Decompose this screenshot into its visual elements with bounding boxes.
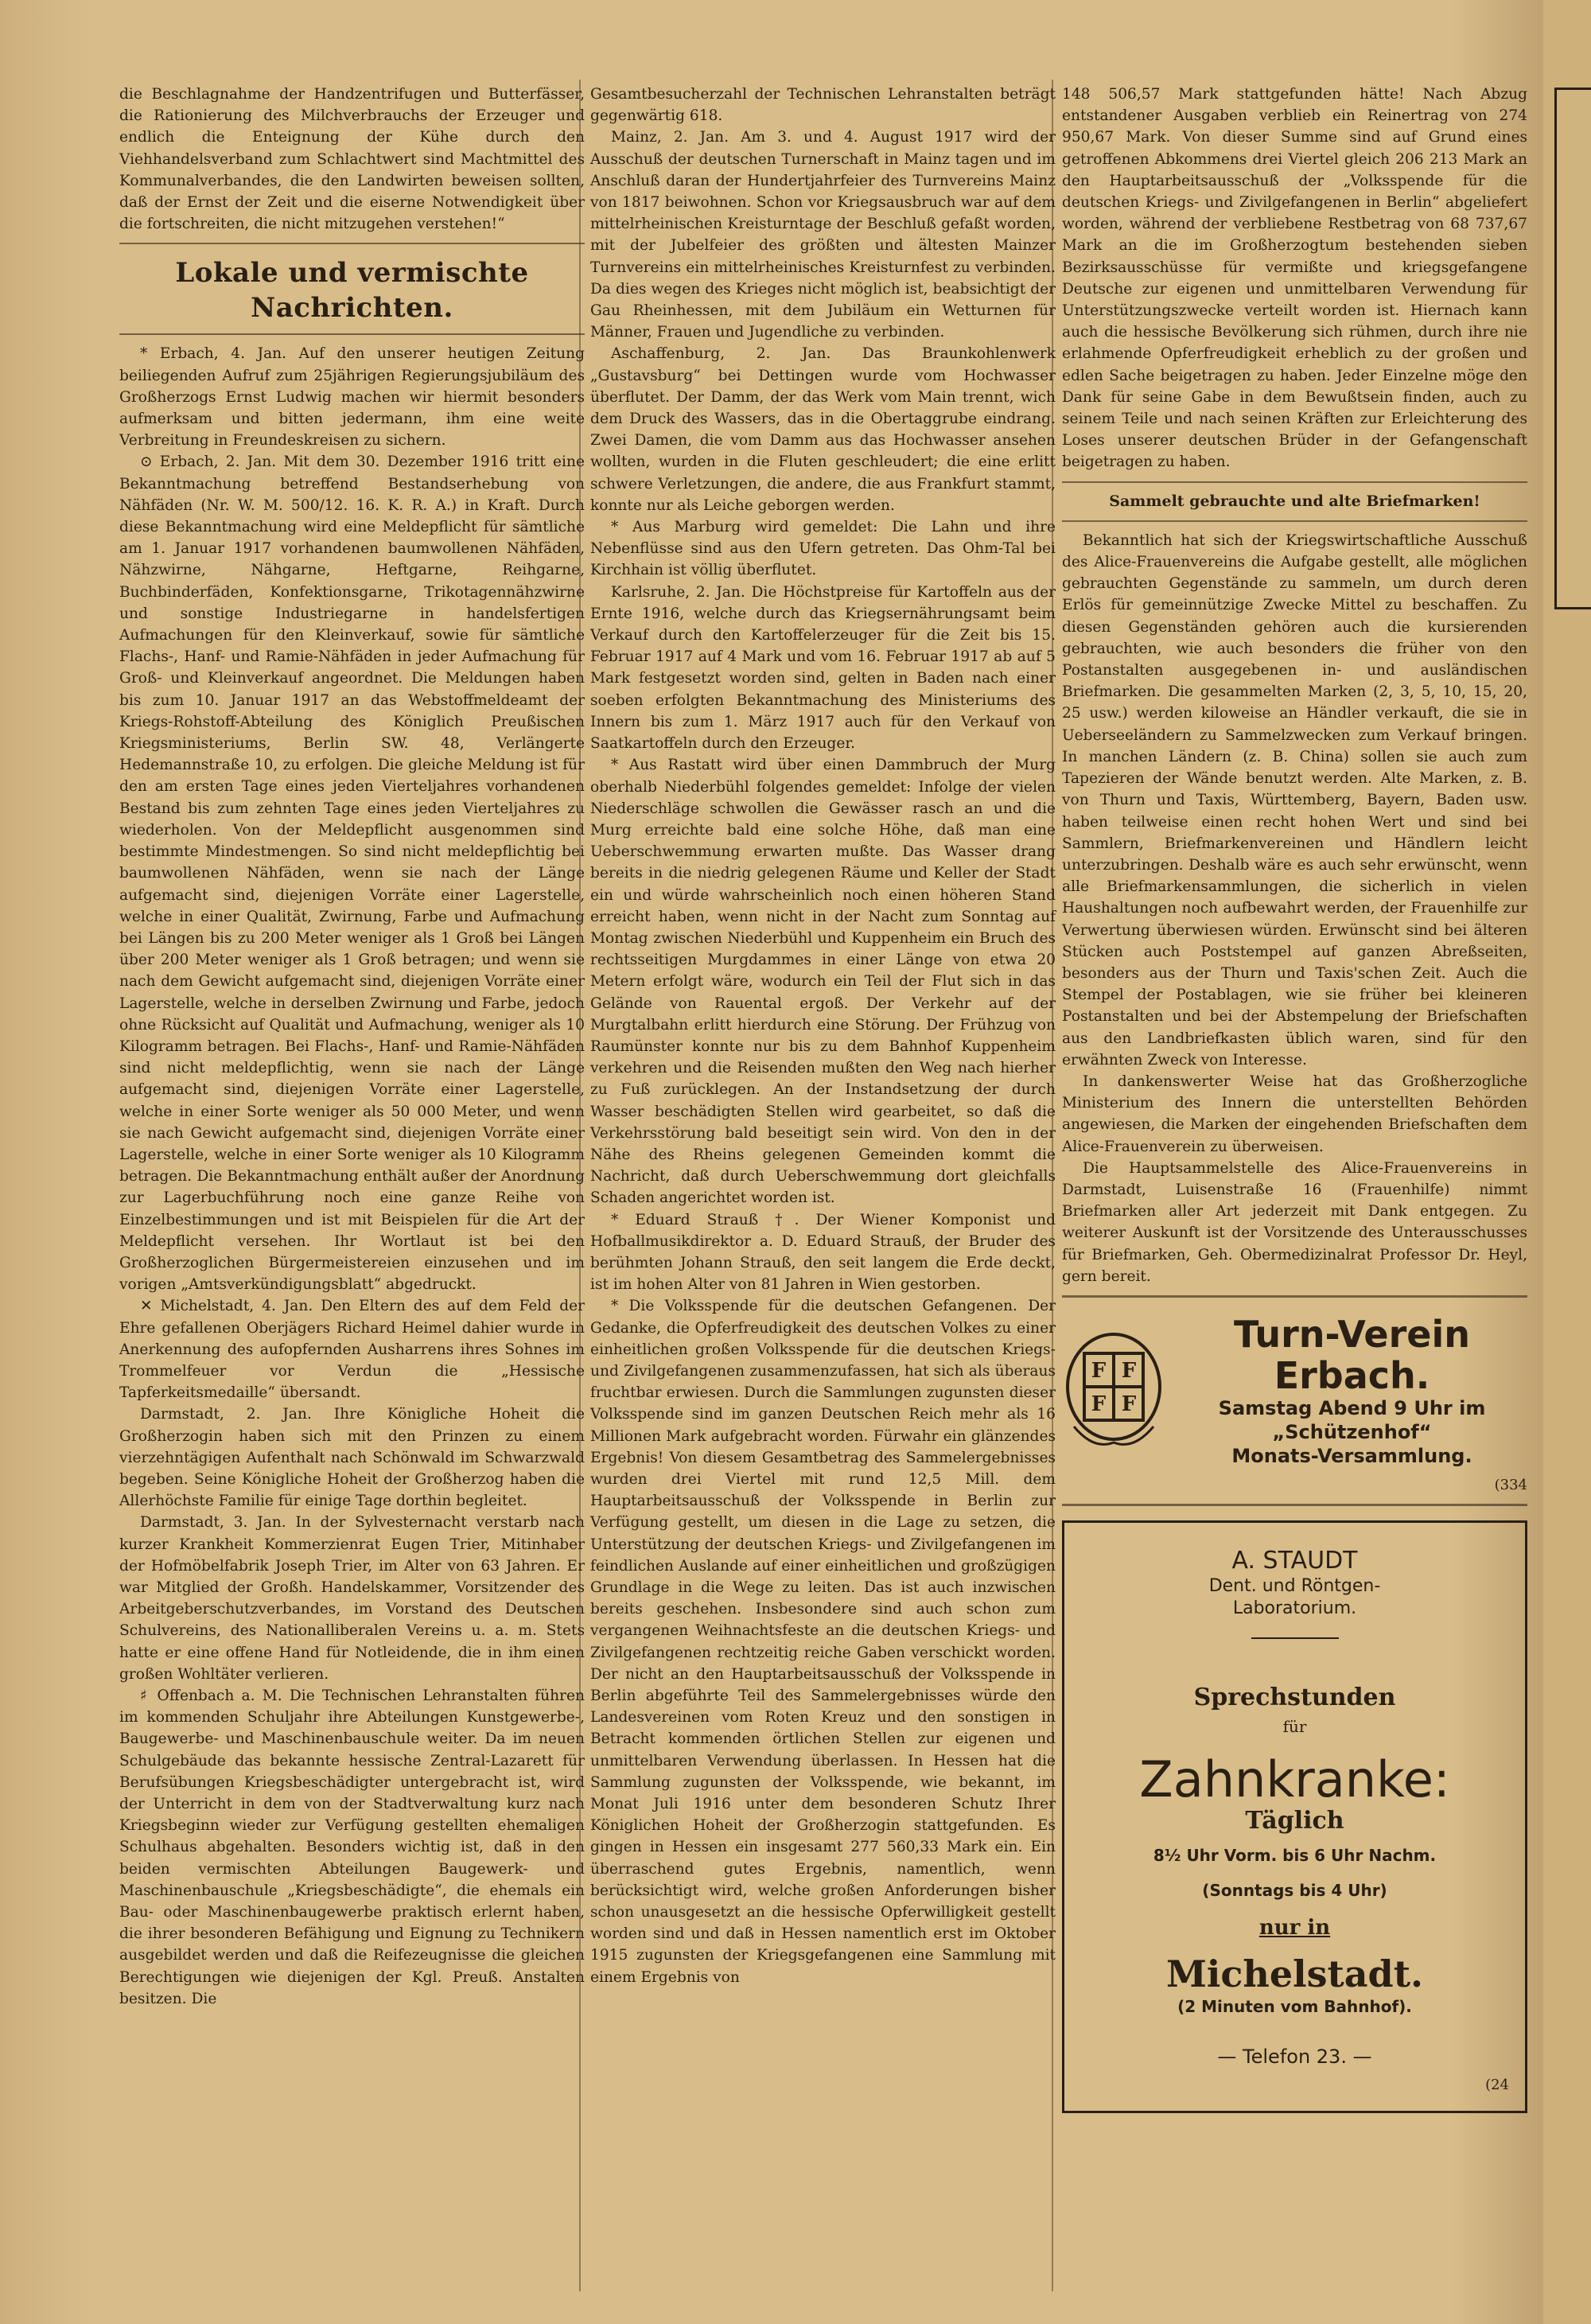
section-title: Lokale und vermischte Nachrichten. xyxy=(175,257,529,325)
ad-number: (334 xyxy=(1494,1476,1527,1493)
hours-sunday-text: (Sonntags bis 4 Uhr) xyxy=(1202,1880,1387,1900)
fuer-text: für xyxy=(1282,1717,1307,1737)
turnverein-ad xyxy=(1062,1314,1527,1468)
article-paragraph: Gesamtbesucherzahl der Technischen Lehranstalten beträgt gegenwärtig 618. xyxy=(590,86,1056,125)
turnverein-text xyxy=(1177,1314,1527,1468)
article-paragraph: Darmstadt, 2. Jan. Ihre Königliche Hoheit die Großherzogin haben sich mit den Prinzen zu einem vierzehntägigen Aufenthalt nach Schönwald im Schwarzwald begeben. Seine Königliche Hoheit der Großherzog haben die Allerhöchste Familie für einige Tage dorthin begleitet. xyxy=(119,1406,585,1510)
turnverein-title: Turn-Verein Erbach. xyxy=(1234,1312,1470,1397)
section-rule xyxy=(1062,481,1527,483)
staudt-ad xyxy=(1062,1520,1527,2112)
article-paragraph: ✕ Michelstadt, 4. Jan. Den Eltern des auf dem Feld der Ehre gefallenen Oberjägers Richard Heimel dahier wurde in Anerkennung des aufopfernden Ausharrens ihres Sohnes im Trommelfeuer vor Verdun die „Hessische Tapferkeitsmedaille“ übersandt. xyxy=(119,1298,585,1402)
section-rule xyxy=(119,333,585,335)
staudt-subtitle: Dent. und Röntgen- xyxy=(1208,1576,1381,1597)
emblem-letter: F xyxy=(1091,1358,1107,1383)
article-paragraph: Aschaffenburg, 2. Jan. Das Braunkohlenwerk „Gustavsburg“ bei Dettingen wurde vom Hochwasser überflutet. Der Damm, der das Werk vom Main trennt, wich dem Druck des Wassers, das in die Obertaggrube eindrang. Zwei Damen, die vom Damm aus das Hochwasser ansehen wollten, wurden in die Fluten geschleudert; die eine erlitt schwere Verletzungen, die andere, die aus Frankfurt stammt, konnte nur als Leiche geborgen werden. xyxy=(590,345,1056,514)
town-name: Michelstadt. xyxy=(1166,1952,1423,1995)
column-1 xyxy=(119,84,585,2010)
sprech-heading: Sprechstunden xyxy=(1193,1684,1396,1712)
article-paragraph: Bekanntlich hat sich der Kriegswirtschaftliche Ausschuß des Alice-Frauenvereins die Aufgabe gestellt, alle möglichen gebrauchten Gegenstände zu sammeln, um durch deren Erlös für gemeinnützige Zwecke Mittel zu beschaffen. Zu diesen Gegenständen gehören auch die kursierenden gebrauchten, wie auch besonders die früher von den Postanstalten ausgegebenen in- und ausländischen Briefmarken. Die gesammelten Marken (2, 3, 5, 10, 15, 20, 25 usw.) werden kiloweise an Händler verkauft, die sie in Ueberseeländern zu Sammelzwecken zum Verkauf bringen. In manchen Ländern (z. B. China) sollen sie auch zum Tapezieren der Wände benutzt werden. Alte Marken, z. B. von Thurn und Taxis, Württemberg, Bayern, Baden usw. haben teilweise einen recht hohen Wert und sind bei Sammlern, Briefmarkenvereinen und Händlern leicht unterzubringen. Deshalb wäre es auch sehr erwünscht, wenn alle Briefmarkensammlungen, die sicherlich in vielen Haushaltungen noch aufbewahrt werden, der Frauenhilfe zur Verwertung überwiesen würden. Erwünscht sind bei älteren Stücken auch Poststempel auf ganzen Abreßseiten, besonders aus der Thurn und Taxis'schen Zeit. Auch die Stempel der Postablagen, wie sie früher bei kleineren Postanstalten und bei der Abstempelung der Briefschaften aus den Landbriefkasten üblich waren, sind für den erwähnten Zweck von Interesse. xyxy=(1062,531,1527,1069)
turnverein-time: Samstag Abend 9 Uhr im xyxy=(1218,1396,1486,1419)
emblem-letter: F xyxy=(1121,1392,1137,1416)
turnverein-emblem-icon xyxy=(1062,1331,1165,1450)
emblem-letter: F xyxy=(1091,1392,1107,1416)
article-paragraph: * Aus Rastatt wird über einen Dammbruch der Murg oberhalb Niederbühl folgendes gemeldet: Infolge der vielen Niederschläge schwollen die Gewässer rasch an und die Murg erreichte bald eine solche Höhe, daß man eine Ueberschwemmung erwarten mußte. Das Wasser drang bereits in die niedrig gelegenen Räume und Keller der Stadt ein und würde wahrscheinlich noch einen höheren Stand erreicht haben, wenn nicht in der Nacht zum Sonntag auf Montag zwischen Niederbühl und Kuppenheim ein Bruch des rechtsseitigen Murgdammes in einer Länge von etwa 20 Metern erfolgt wäre, wodurch ein Teil der Flut sich in das Gelände von Rauental ergoß. Der Verkehr auf der Murgtalbahn erlitt hierdurch eine Störung. Der Frühzug von Raumünster konnte nur bis zu dem Bahnhof Kuppenheim verkehren und die Reisenden mußten den Weg nach hierher zu Fuß zurücklegen. An der Instandsetzung der durch Wasser beschädigten Stellen wird gearbeitet, so daß die Verkehrsstörung bald beseitigt sein wird. Von den in der Nähe des Rheins gelegenen Gemeinden kommt die Nachricht, daß durch Ueberschwemmung dort gleichfalls Schaden angerichtet worden ist. xyxy=(590,757,1056,1207)
staudt-subtitle: Laboratorium. xyxy=(1232,1598,1357,1619)
article-paragraph: Karlsruhe, 2. Jan. Die Höchstpreise für Kartoffeln aus der Ernte 1916, welche durch das Kriegsernährungsamt beim Verkauf durch den Kartoffelerzeuger für die Zeit bis 15. Februar 1917 auf 4 Mark und vom 16. Februar 1917 ab auf 5 Mark festgesetzt worden sind, gelten in Baden nach einer soeben erfolgten Bekanntmachung des Ministeriums des Innern bis zum 1. März 1917 auch für den Verkauf von Saatkartoffeln durch den Erzeuger. xyxy=(590,583,1056,753)
article-subhead: Sammelt gebrauchte und alte Briefmarken! xyxy=(1109,492,1480,510)
article-paragraph: 148 506,57 Mark stattgefunden hätte! Nach Abzug entstandener Ausgaben verblieb ein Reinertrag von 274 950,67 Mark. Von dieser Summe sind auf Grund eines getroffenen Abkommens drei Viertel gleich 206 213 Mark an den Hauptarbeitsausschuß der „Volksspende für die deutschen Kriegs- und Zivilgefangenen in Berlin“ abgeliefert worden, während der verbliebene Restbetrag von 68 737,67 Mark an die im Großherzogtum bestehenden sieben Bezirksausschüsse für vermißte und kriegsgefangene Deutsche zur eigenen und unmittelbaren Verwendung für Unterstützungszwecke verteilt worden ist. Hiernach kann auch die hessische Bevölkerung sich rühmen, durch ihre nie erlahmende Opferfreudigkeit erheblich zu der großen und edlen Sache beigetragen zu haben. Jeder Einzelne möge den Dank für seine Gabe in dem Bewußtsein finden, auch zu seinem Teile und nach seinen Kräften zur Erleichterung des Loses unserer deutschen Brüder in der Gefangenschaft beigetragen zu haben. xyxy=(1062,86,1527,471)
article-paragraph: * Erbach, 4. Jan. Auf den unserer heutigen Zeitung beiliegenden Aufruf zum 25jährigen Regierungsjubiläum des Großherzogs Ernst Ludwig machen wir hiermit besonders aufmerksam und bitten jedermann, ihm eine weite Verbreitung in Freundeskreisen zu sichern. xyxy=(119,345,585,450)
article-paragraph: Die Hauptsammelstelle des Alice-Frauenvereins in Darmstadt, Luisenstraße 16 (Frauenhilfe) nimmt Briefmarken aller Art jederzeit mit Dank entgegen. Zu weiterer Auskunft ist der Vorsitzende des Unterausschusses für Briefmarken, Geh. Obermedizinalrat Professor Dr. Heyl, gern bereit. xyxy=(1062,1159,1527,1285)
article-paragraph: ♯ Offenbach a. M. Die Technischen Lehranstalten führen im kommenden Schuljahr ihre Abteilungen Kunstgewerbe-, Baugewerbe- und Maschinenbauschule weiter. Da im neuen Schulgebäude das bekannte hessische Zentral-Lazarett für Berufsübungen Kriegsbeschädigter untergebracht ist, wird der Unterricht in dem von der Stadtverwaltung kurz nach Kriegsbeginn wieder zur Verfügung gestellten ehemaligen Schulhaus abgehalten. Besonders wichtig ist, daß in den beiden vermischten Abteilungen Baugewerk- und Maschinenbauschule „Kriegsbeschädigte“, die ehemals ein Bau- oder Maschinenbaugewerbe praktisch erlernt haben, die ihrer besonderen Befähigung und Eignung zu Technikern ausgebildet werden und daß die Reifezeugnisse die gleichen Berechtigungen wie diejenigen der Kgl. Preuß. Anstalten besitzen. Die xyxy=(119,1688,585,2007)
adjacent-page-box xyxy=(1554,88,1591,609)
ad-rule xyxy=(1062,1295,1527,1298)
section-rule xyxy=(1062,520,1527,522)
article-paragraph: die Beschlagnahme der Handzentrifugen und Butterfässer, die Rationierung des Milchverbrauchs der Erzeuger und endlich die Enteignung der Kühe durch den Viehhandelsverband zum Schlachtwert sind Machtmittel des Kommunalverbandes, die den Landwirten beweisen sollten, daß der Ernst der Zeit und die eiserne Notwendigkeit über die fortschreiten, die nicht mitzugehen verstehen!“ xyxy=(119,86,585,233)
article-paragraph: In dankenswerter Weise hat das Großherzogliche Ministerium des Innern die unterstellten Behörden angewiesen, die Marken der eingehenden Briefschaften dem Alice-Frauenverein zu überweisen. xyxy=(1062,1072,1527,1155)
staudt-divider xyxy=(1251,1637,1339,1639)
column-2 xyxy=(590,84,1056,1988)
hours-text: 8½ Uhr Vorm. bis 6 Uhr Nachm. xyxy=(1153,1845,1437,1865)
column-3 xyxy=(1062,84,1527,2113)
zahnkranke-heading: Zahnkranke: xyxy=(1139,1750,1450,1808)
ad-rule xyxy=(1062,1504,1527,1506)
turnverein-venue: „Schützenhof“ xyxy=(1272,1420,1432,1443)
section-rule xyxy=(119,243,585,244)
staudt-name: A. STAUDT xyxy=(1231,1547,1358,1575)
telefon-text: — Telefon 23. — xyxy=(1217,2046,1372,2069)
article-paragraph: ⊙ Erbach, 2. Jan. Mit dem 30. Dezember 1916 tritt eine Bekanntmachung betreffend Bestandserhebung von Nähfäden (Nr. W. M. 500/12. 16. K. R. A.) in Kraft. Durch diese Bekanntmachung wird eine Meldepflicht für sämtliche am 1. Januar 1917 vorhandenen baumwollenen Nähfäden, Nähzwirne, Nähgarne, Heftgarne, Reihgarne, Buchbinderfäden, Konfektionsgarne, Trikotagennähzwirne und sonstige Industriegarne in handelsfertigen Aufmachungen für den Kleinverkauf, sowie für sämtliche Flachs-, Hanf- und Ramie-Nähfäden in jeder Aufmachung für Groß- und Kleinverkauf angeordnet. Die Meldungen haben bis zum 10. Januar 1917 an das Webstoffmeldeamt der Kriegs-Rohstoff-Abteilung des Königlich Preußischen Kriegsministeriums, Berlin SW. 48, Verlängerte Hedemannstraße 10, zu erfolgen. Die gleiche Meldung ist für den am ersten Tage eines jeden Vierteljahres vorhandenen Bestand bis zum zehnten Tage eines jeden Vierteljahres zu wiederholen. Von der Meldepflicht ausgenommen sind bestimmte Mindestmengen. So sind nicht meldepflichtig bei baumwollenen Nähfäden, wenn sie nach der Länge aufgemacht sind, diejenigen Vorräte einer Lagerstelle, welche in einer Qualität, Zwirnung, Farbe und Aufmachung bei Längen bis zu 200 Meter weniger als 1 Groß bei Längen über 200 Meter weniger als 1 Groß betragen; und wenn sie nach dem Gewicht aufgemacht sind, diejenigen Vorräte einer Lagerstelle, welche in derselben Zwirnung und Farbe, jedoch ohne Rücksicht auf Qualität und Aufmachung, weniger als 10 Kilogramm betragen. Bei Flachs-, Hanf- und Ramie-Nähfäden sind nicht meldepflichtig, wenn sie nach der Länge aufgemacht sind, diejenigen Vorräte einer Lagerstelle, welche in einer Sorte weniger als 50 000 Meter, und wenn sie nach Gewicht aufgemacht sind, diejenigen Vorräte einer Lagerstelle, welche in einer Sorte weniger als 10 Kilogramm betragen. Die Bekanntmachung enthält außer der Anordnung zur Lagerbuchführung noch eine ganze Reihe von Einzelbestimmungen und ist mit Beispielen für die Art der Meldepflicht versehen. Ihr Wortlaut ist bei den Großherzoglichen Bürgermeistereien einzusehen und im vorigen „Amtsverkündigungsblatt“ abgedruckt. xyxy=(119,454,585,1294)
ad-number: (24 xyxy=(1485,2077,1509,2094)
nur-in-text: nur in xyxy=(1258,1915,1331,1940)
turnverein-event: Monats-Versammlung. xyxy=(1231,1444,1472,1467)
article-paragraph: * Eduard Strauß †. Der Wiener Komponist und Hofballmusikdirektor a. D. Eduard Strauß, der Bruder des berühmten Johann Strauß, den seit langem die Erde deckt, ist im hohen Alter von 81 Jahren in Wien gestorben. xyxy=(590,1211,1056,1294)
taeglich-text: Täglich xyxy=(1245,1806,1344,1835)
article-paragraph: Mainz, 2. Jan. Am 3. und 4. August 1917 wird der Ausschuß der deutschen Turnerschaft in Mainz tagen und im Anschluß daran der Hundertjahrfeier des Turnvereins Mainz von 1817 beiwohnen. Schon vor Kriegsausbruch war auf dem mittelrheinischen Kreisturntage der Beschluß gefaßt worden, mit der Jubelfeier des größten und ältesten Mainzer Turnvereins ein mittelrheinisches Kreisturnfest zu verbinden. Da dies wegen des Krieges nicht möglich ist, beabsichtigt der Gau Rheinhessen, mit dem Jubiläum ein Wetturnen für Männer, Frauen und Jugendliche zu verbinden. xyxy=(590,129,1056,341)
bahnhof-text: (2 Minuten vom Bahnhof). xyxy=(1177,1996,1412,2016)
emblem-letter: F xyxy=(1121,1358,1137,1383)
adjacent-page-strip xyxy=(1543,0,1591,2324)
article-paragraph: Darmstadt, 3. Jan. In der Sylvesternacht verstarb nach kurzer Krankheit Kommerzienrat Eugen Trier, Mitinhaber der Hofmöbelfabrik Joseph Trier, im Alter von 63 Jahren. Er war Mitglied der Großh. Handelskammer, Vorsitzender des Arbeitgeberschutzverbandes, im Vorstand des Deutschen Schulvereins, des Nationalliberalen Vereins u. a. m. Stets hatte er eine offene Hand für Notleidende, die in ihm einen großen Wohltäter verlieren. xyxy=(119,1514,585,1683)
article-paragraph: * Aus Marburg wird gemeldet: Die Lahn und ihre Nebenflüsse sind aus den Ufern getreten. Das Ohm-Tal bei Kirchhain ist völlig überflutet. xyxy=(590,519,1056,579)
article-paragraph: * Die Volksspende für die deutschen Gefangenen. Der Gedanke, die Opferfreudigkeit des deutschen Volkes zu einer einheitlichen großen Volksspende für die deutschen Kriegs- und Zivilgefangenen zusammenzufassen, hat sich als überaus fruchtbar erwiesen. Durch die Sammlungen zugunsten dieser Volksspende sind im ganzen Deutschen Reich mehr als 16 Millionen Mark aufgebracht worden. Fürwahr ein glänzendes Ergebnis! Von diesem Gesamtbetrag des Sammelergebnisses wurden drei Viertel mit rund 12,5 Mill. dem Hauptarbeitsausschuß der Volksspende in Berlin zur Verfügung gestellt, um diesen in die Lage zu setzen, die Unterstützung der deutschen Kriegs- und Zivilgefangenen im feindlichen Auslande auf einer einheitlichen und großzügigen Grundlage in die Wege zu leiten. Das ist auch inzwischen bereits geschehen. Insbesondere sind auch schon zum vergangenen Weihnachtsfeste an die deutschen Kriegs- und Zivilgefangenen rechtzeitig reiche Gaben verschickt worden. Der nicht an den Hauptarbeitsausschuß der Volksspende in Berlin abgeführte Teil des Sammelergebnisses würde den Landesvereinen vom Roten Kreuz und den sonstigen in Betracht kommenden örtlichen Stellen zur eigenen und unmittelbaren Verwendung überlassen. In Hessen hat die Sammlung zugunsten der Volksspende, wie bekannt, im Monat Juli 1916 unter dem besonderen Schutz Ihrer Königlichen Hoheit der Großherzogin stattgefunden. Es gingen in Hessen ein insgesamt 277 560,33 Mark ein. Ein überraschend gutes Ergebnis, namentlich, wenn berücksichtigt wird, welche großen Anforderungen bisher schon unausgesetzt an die hessische Opferwilligkeit gestellt worden sind und daß in Hessen namentlich erst im Oktober 1915 zugunsten der Kriegsgefangenen eine Sammlung mit einem Ergebnis von xyxy=(590,1298,1056,1986)
